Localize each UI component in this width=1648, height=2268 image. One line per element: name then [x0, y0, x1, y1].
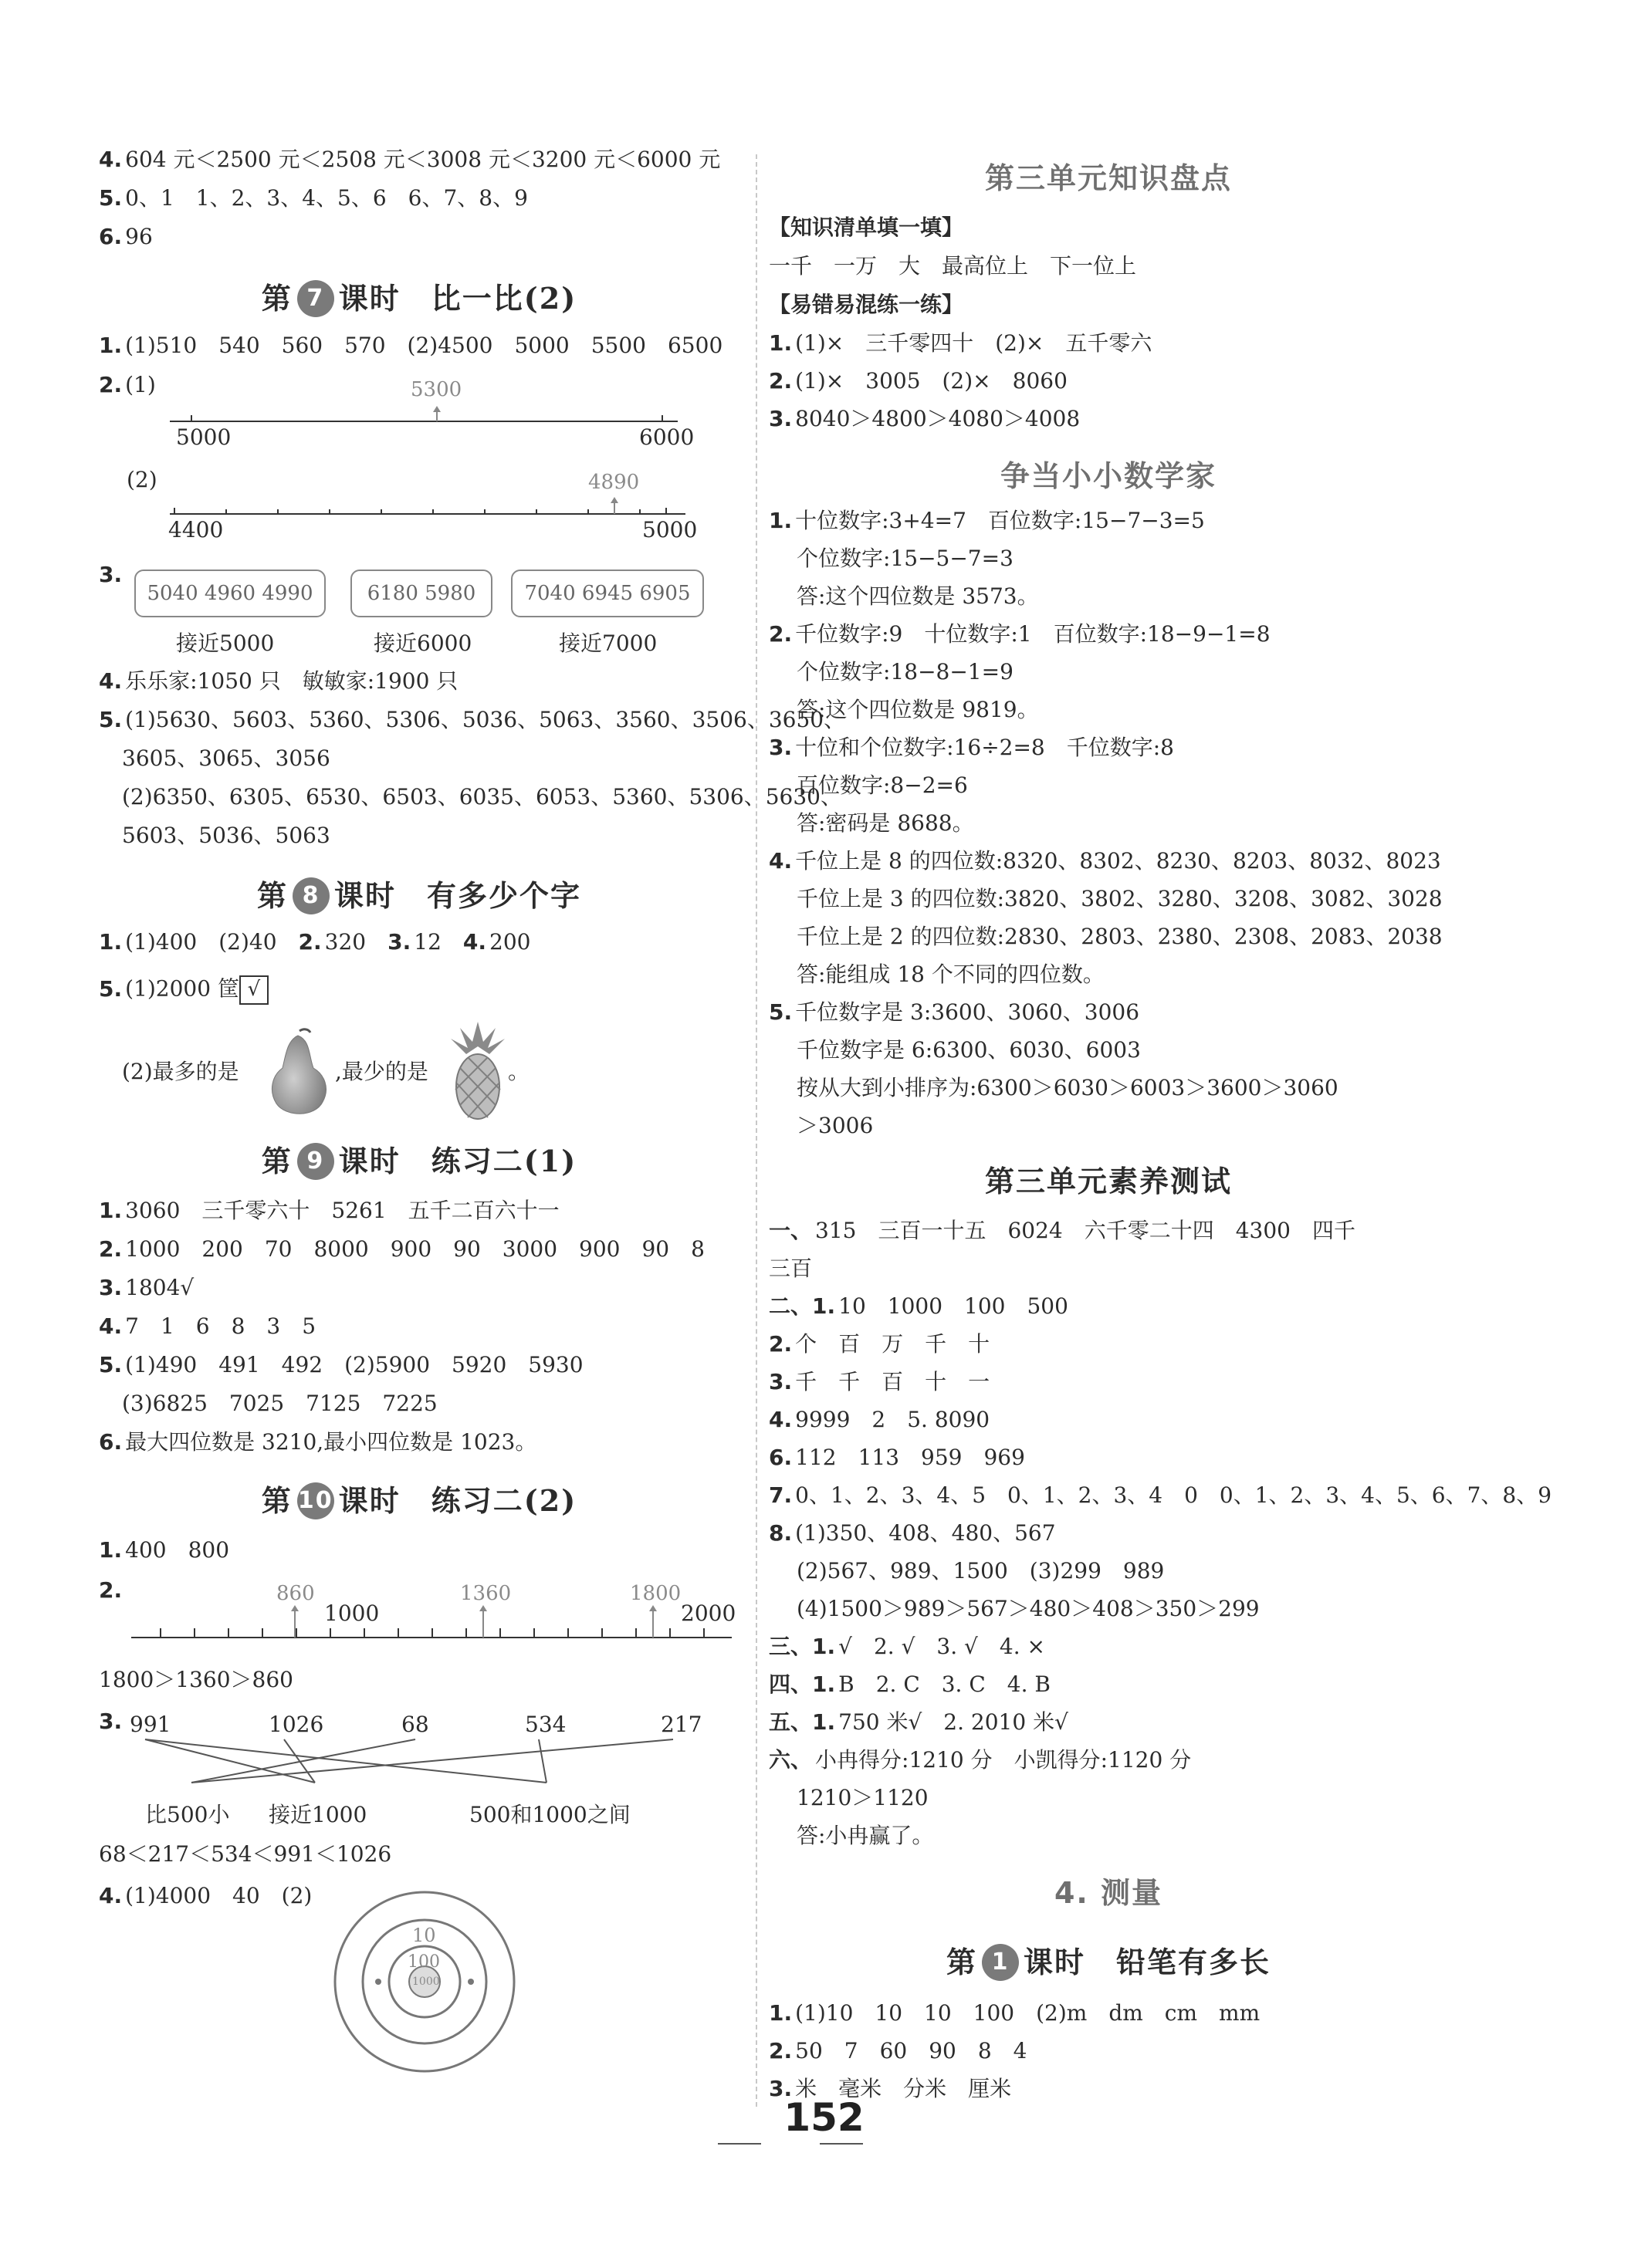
box-label-1: 接近5000: [176, 630, 275, 656]
pear-icon: [259, 1025, 337, 1119]
answer-line: 1210＞1120: [797, 1785, 929, 1810]
answer-line: 5. 0、1 1、2、3、4、5、6 6、7、8、9: [99, 185, 528, 211]
check-box: √: [239, 975, 269, 1005]
answer-line: 个位数字:15−5−7=3: [797, 546, 1014, 571]
answer-line: 答:这个四位数是 3573。: [797, 583, 1039, 609]
matching-diagram: [130, 1712, 739, 1827]
unit3-summary-heading: 第三单元知识盘点: [984, 161, 1232, 195]
answer-line: 。: [508, 1059, 530, 1084]
match-category: 接近1000: [269, 1802, 367, 1827]
number-line-label: 1000: [324, 1600, 380, 1626]
answer-line: (4)1500＞989＞567＞480＞408＞350＞299: [797, 1596, 1260, 1621]
match-number: 534: [525, 1712, 567, 1737]
lesson-9-heading: 第 9 课时 练习二(1): [261, 1144, 577, 1178]
column-divider: [756, 154, 757, 2107]
answer-line: 4. 7 1 6 8 3 5: [99, 1313, 316, 1339]
number-box-3: 7040 6945 6905: [511, 570, 704, 617]
number-line-end: 5000: [642, 517, 698, 542]
target-diagram: [332, 1889, 517, 2074]
answer-line: 3.: [99, 1709, 123, 1734]
answer-line: 六、 小冉得分:1210 分 小凯得分:1120 分: [769, 1747, 1192, 1773]
lesson-badge: 10: [297, 1482, 334, 1519]
answer-line: 二、1. 10 1000 100 500: [769, 1293, 1068, 1319]
number-line-start: 5000: [176, 424, 232, 450]
number-box-1: 5040 4960 4990: [134, 570, 326, 617]
lesson-badge: 9: [297, 1143, 334, 1180]
unit4-heading: 4. 测量: [1054, 1876, 1163, 1910]
answer-line: 4. (1)4000 40 (2): [99, 1883, 313, 1908]
answer-line: 2. 千位数字:9 十位数字:1 百位数字:18−9−1=8: [769, 621, 1271, 647]
lesson-8-heading: 第 8 课时 有多少个字: [256, 878, 582, 913]
answer-line: 一、 315 三百一十五 6024 六千零二十四 4300 四千: [769, 1218, 1355, 1243]
page-dash-right: [820, 2143, 863, 2145]
number-line-1: [168, 378, 693, 455]
answer-line: 3. 十位和个位数字:16÷2=8 千位数字:8: [769, 735, 1174, 760]
answer-line: 7. 0、1、2、3、4、5 0、1、2、3、4 0 0、1、2、3、4、5、6、7、8、9: [769, 1482, 1552, 1508]
answer-line: 按从大到小排序为:6300＞6030＞6003＞3600＞3060: [797, 1075, 1338, 1100]
answer-line: 5603、5036、5063: [122, 823, 330, 848]
number-line-mark: 4890: [588, 471, 640, 494]
answer-line: 千位数字是 6:6300、6030、6003: [797, 1037, 1141, 1063]
lesson-badge: 7: [297, 280, 334, 317]
answer-line: 答:能组成 18 个不同的四位数。: [797, 962, 1105, 987]
answer-line: 68＜217＜534＜991＜1026: [99, 1841, 392, 1867]
answer-line: 5. (1)5630、5603、5360、5306、5036、5063、3560、3506、3650、: [99, 707, 846, 732]
number-line-mark: 1360: [460, 1582, 512, 1605]
answer-line: 1. 3060 三千零六十 5261 五千二百六十一: [99, 1198, 560, 1223]
box-label-3: 接近7000: [559, 630, 658, 656]
section-label: 【知识清单填一填】: [769, 215, 964, 240]
answer-line: 6. 最大四位数是 3210,最小四位数是 1023。: [99, 1429, 537, 1455]
answer-line: 6. 96: [99, 224, 153, 249]
number-line-start: 4400: [168, 517, 224, 542]
answer-line: 百位数字:8−2=6: [797, 772, 968, 798]
answer-line: 答:密码是 8688。: [797, 810, 974, 836]
lesson-badge: 1: [982, 1944, 1019, 1981]
answer-line: 1. (1)× 三千零四十 (2)× 五千零六: [769, 330, 1152, 356]
answer-line: 3605、3065、3056: [122, 745, 330, 771]
answer-line: ＞3006: [797, 1113, 874, 1138]
answer-line: 4. 乐乐家:1050 只 敏敏家:1900 只: [99, 668, 459, 694]
match-category: 500和1000之间: [469, 1802, 631, 1827]
answer-line: 4. 604 元＜2500 元＜2508 元＜3008 元＜3200 元＜6000 元: [99, 147, 721, 172]
answer-line: 5. 千位数字是 3:3600、3060、3006: [769, 999, 1140, 1025]
answer-line: 4. 9999 2 5. 8090: [769, 1407, 990, 1432]
number-line-label: 2000: [681, 1600, 736, 1626]
match-number: 991: [130, 1712, 171, 1737]
lesson-7-heading: 第 7 课时 比一比(2): [261, 281, 577, 316]
answer-line: 1. 400 800: [99, 1537, 230, 1563]
answer-line: 4. 千位上是 8 的四位数:8320、8302、8230、8203、8032、8023: [769, 848, 1441, 874]
answer-line: (2): [127, 467, 157, 492]
match-number: 217: [661, 1712, 702, 1737]
lesson-badge: 8: [293, 877, 330, 914]
answer-line: 2. 50 7 60 90 8 4: [769, 2038, 1027, 2064]
answer-line: 一千 一万 大 最高位上 下一位上: [769, 253, 1137, 279]
pineapple-icon: [445, 1019, 511, 1122]
lesson-1-heading: 第 1 课时 铅笔有多长: [946, 1945, 1271, 1979]
answer-line: 2.: [99, 1577, 123, 1603]
page-dash-left: [718, 2143, 761, 2145]
answer-line: 8. (1)350、408、480、567: [769, 1520, 1056, 1546]
answer-line: 3. 8040＞4800＞4080＞4008: [769, 406, 1081, 431]
answer-line: 千位上是 3 的四位数:3820、3802、3280、3208、3082、3028: [797, 886, 1443, 911]
answer-line: 1. (1)400 (2)40 2. 320 3. 12 4. 200: [99, 929, 531, 955]
answer-line: 1. 十位数字:3+4=7 百位数字:15−7−3=5: [769, 508, 1205, 533]
answer-line: 2. 1000 200 70 8000 900 90 3000 900 90 8: [99, 1236, 705, 1262]
box-label-2: 接近6000: [374, 630, 472, 656]
answer-line: 1800＞1360＞860: [99, 1667, 293, 1692]
answer-line: 答:这个四位数是 9819。: [797, 697, 1039, 722]
number-line-2: [168, 471, 701, 548]
number-line-mark: 860: [276, 1582, 315, 1605]
answer-line: 答:小冉赢了。: [797, 1823, 934, 1848]
answer-line: 2. (1): [99, 372, 156, 397]
number-line-end: 6000: [639, 424, 695, 450]
answer-line: (2)567、989、1500 (3)299 989: [797, 1558, 1165, 1584]
number-line-mark: 1800: [630, 1582, 682, 1605]
answer-line: (3)6825 7025 7125 7225: [122, 1391, 438, 1416]
number-line-3: [130, 1582, 739, 1659]
answer-line: 五、1. 750 米√ 2. 2010 米√: [769, 1709, 1068, 1735]
page-number: 152: [783, 2095, 865, 2140]
answer-line: 3. 1804√: [99, 1275, 195, 1300]
unit3-test-heading: 第三单元素养测试: [984, 1164, 1232, 1198]
matching-lines: [130, 1735, 739, 1789]
answer-line: 1. (1)10 10 10 100 (2)m dm cm mm: [769, 2000, 1261, 2026]
lesson-10-heading: 第 10 课时 练习二(2): [261, 1483, 577, 1518]
match-number: 1026: [269, 1712, 324, 1737]
answer-line: 四、1. B 2. C 3. C 4. B: [769, 1671, 1051, 1697]
answer-line: 2. 个 百 万 千 十: [769, 1331, 990, 1357]
answer-line: ,最少的是: [335, 1059, 428, 1084]
answer-line: 个位数字:18−8−1=9: [797, 659, 1014, 684]
match-category: 比500小: [145, 1802, 230, 1827]
ring-label: 10: [412, 1925, 436, 1946]
answer-line: 千位上是 2 的四位数:2830、2803、2380、2308、2083、2038: [797, 924, 1443, 949]
answer-line: 5. (1)2000 筐 √: [99, 975, 269, 1005]
number-box-2: 6180 5980: [350, 570, 492, 617]
answer-line: 6. 112 113 959 969: [769, 1445, 1025, 1470]
answer-line: 1. (1)510 540 560 570 (2)4500 5000 5500 6500: [99, 333, 723, 358]
math-challenge-heading: 争当小小数学家: [1000, 458, 1217, 493]
answer-line: 三百: [769, 1256, 813, 1281]
section-label: 【易错易混练一练】: [769, 292, 964, 317]
match-number: 68: [401, 1712, 429, 1737]
answer-line: 3. 米 毫米 分米 厘米: [769, 2076, 1012, 2101]
answer-line: 2. (1)× 3005 (2)× 8060: [769, 368, 1068, 394]
number-line-mark: 5300: [411, 378, 462, 401]
answer-line: 3. 千 千 百 十 一: [769, 1369, 990, 1394]
ring-label: 1000: [412, 1976, 440, 1988]
answer-line: 3.: [99, 562, 123, 587]
ring-label: 100: [408, 1952, 440, 1972]
answer-line: (2)最多的是: [122, 1059, 239, 1084]
answer-line: (2)6350、6305、6530、6503、6035、6053、5360、5306、5630、: [122, 784, 842, 810]
answer-line: 三、1. √ 2. √ 3. √ 4. ×: [769, 1634, 1045, 1659]
answer-line: 5. (1)490 491 492 (2)5900 5920 5930: [99, 1352, 584, 1377]
